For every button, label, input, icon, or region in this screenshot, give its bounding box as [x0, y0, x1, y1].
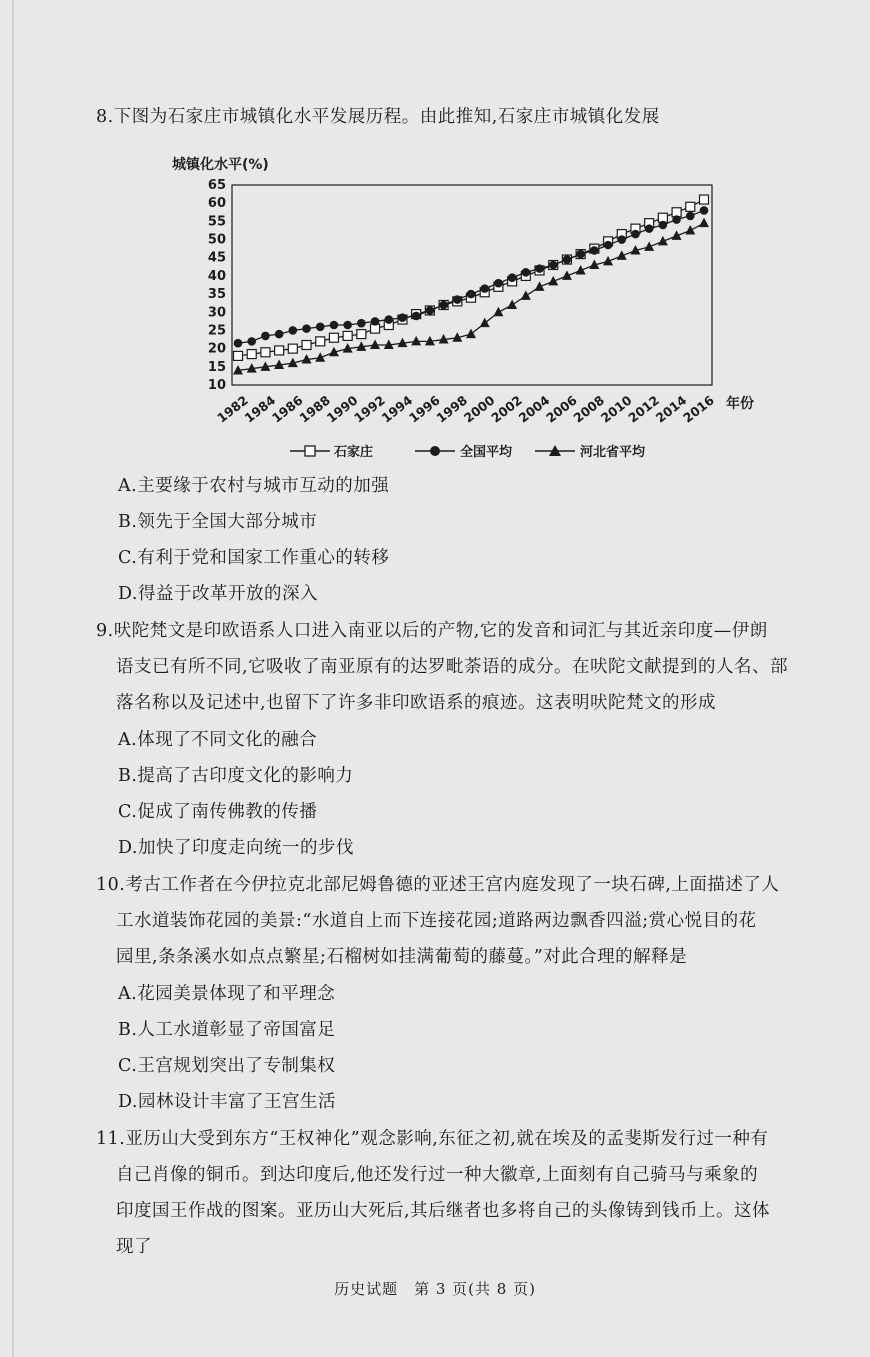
- data-point: [275, 346, 284, 355]
- data-point: [247, 337, 256, 346]
- data-point: [288, 344, 297, 353]
- y-tick-label: 30: [207, 305, 226, 321]
- q8-option-d: D.得益于改革开放的深入: [118, 584, 318, 604]
- data-point: [617, 235, 626, 244]
- q9-line-2: 语支已有所不同,它吸收了南亚原有的达罗毗荼语的成分。在吠陀文献提到的人名、部: [116, 657, 789, 677]
- data-point: [289, 326, 298, 335]
- page-fold-shadow: [12, 0, 14, 1357]
- q10-option-d: D.园林设计丰富了王宫生活: [118, 1092, 336, 1112]
- y-tick-label: 50: [207, 232, 226, 248]
- q9-option-c: C.促成了南传佛教的传播: [118, 802, 318, 822]
- data-point: [508, 273, 517, 282]
- data-point: [467, 290, 476, 299]
- data-point: [521, 290, 531, 300]
- q11-line-4: 现了: [116, 1237, 152, 1257]
- q10-line-3: 园里,条条溪水如点点繁星;石榴树如挂满葡萄的藤蔓。”对此合理的解释是: [116, 947, 688, 967]
- data-point: [275, 330, 284, 339]
- q9-option-a: A.体现了不同文化的融合: [118, 730, 318, 750]
- data-point: [343, 331, 352, 340]
- data-point: [480, 284, 489, 293]
- y-tick-label: 35: [207, 287, 226, 303]
- x-tick-label: 2016: [680, 392, 717, 426]
- data-point: [466, 329, 476, 339]
- x-tick-label: 2008: [570, 392, 608, 426]
- data-point: [631, 230, 640, 239]
- x-tick-label: 1996: [406, 392, 443, 426]
- chart-ylabel: 城镇化水平(%): [172, 157, 269, 173]
- x-tick-label: 1994: [378, 392, 416, 426]
- q9-line-3: 落名称以及记述中,也留下了许多非印欧语系的痕迹。这表明吠陀梵文的形成: [116, 693, 717, 713]
- y-tick-label: 10: [207, 378, 226, 393]
- legend-label-shijiazhuang: 石家庄: [334, 445, 374, 460]
- data-point: [507, 300, 517, 310]
- data-point: [493, 307, 503, 317]
- x-tick-label: 1988: [296, 392, 334, 426]
- data-point: [343, 321, 352, 330]
- data-point: [357, 330, 366, 339]
- q11-line-1: 11.亚历山大受到东方“王权神化”观念影响,东征之初,就在埃及的孟斐斯发行过一种有: [96, 1129, 769, 1149]
- data-point: [686, 212, 695, 221]
- data-point: [329, 333, 338, 342]
- q10-option-c: C.王宫规划突出了专制集权: [118, 1056, 336, 1076]
- data-point: [576, 250, 585, 259]
- q10-option-b: B.人工水道彰显了帝国富足: [118, 1020, 336, 1040]
- plot-frame: [232, 185, 712, 385]
- urbanization-line-chart: [160, 145, 800, 470]
- x-tick-label: 2000: [460, 392, 498, 426]
- legend-item-national: [415, 444, 513, 460]
- data-point: [563, 255, 572, 264]
- data-point: [261, 348, 270, 357]
- data-point: [234, 339, 243, 348]
- q10-line-2: 工水道装饰花园的美景:“水道自上而下连接花园;道路两边飘香四溢;赏心悦目的花: [116, 911, 757, 931]
- legend-item-shijiazhuang: [290, 444, 373, 460]
- data-point: [439, 301, 448, 310]
- data-point: [247, 350, 256, 359]
- data-point: [302, 341, 311, 350]
- data-point: [370, 340, 380, 350]
- data-point: [426, 306, 435, 315]
- x-tick-label: 1992: [351, 392, 388, 426]
- legend-item-hebei: [535, 444, 646, 460]
- y-tick-label: 15: [207, 359, 226, 375]
- data-point: [685, 225, 695, 235]
- x-tick-label: 2010: [597, 392, 635, 426]
- y-tick-label: 20: [207, 341, 226, 357]
- legend: [290, 444, 646, 460]
- q8-option-a: A.主要缘于农村与城市互动的加强: [118, 476, 390, 496]
- y-tick-label: 55: [207, 214, 226, 230]
- data-point: [659, 221, 668, 230]
- q8-option-c: C.有利于党和国家工作重心的转移: [118, 548, 390, 568]
- data-point: [411, 336, 421, 346]
- data-point: [522, 268, 531, 277]
- x-tick-label: 1990: [323, 392, 361, 426]
- data-point: [261, 332, 270, 341]
- data-point: [700, 206, 709, 215]
- data-point: [234, 351, 243, 360]
- data-point: [604, 241, 613, 250]
- data-point: [494, 279, 503, 288]
- x-tick-label: 2004: [515, 392, 553, 426]
- x-tick-label: 2002: [488, 392, 525, 426]
- data-point: [302, 324, 311, 333]
- data-point: [645, 224, 654, 233]
- data-point: [453, 295, 462, 304]
- y-tick-label: 25: [207, 323, 226, 339]
- x-tick-label: 1998: [433, 392, 471, 426]
- y-tick-label: 60: [207, 196, 226, 212]
- data-point: [316, 337, 325, 346]
- legend-label-hebei: 河北省平均: [580, 445, 646, 460]
- data-point: [412, 312, 421, 321]
- q9-option-b: B.提高了古印度文化的影响力: [118, 766, 354, 786]
- y-tick-label: 40: [207, 268, 226, 284]
- data-point: [686, 202, 695, 211]
- q10-line-1: 10.考古工作者在今伊拉克北部尼姆鲁德的亚述王宫内庭发现了一块石碑,上面描述了人: [96, 875, 780, 895]
- x-tick-label: 2006: [543, 392, 580, 426]
- chart-xlabel: 年份: [726, 396, 754, 412]
- legend-label-national: 全国平均: [460, 445, 513, 460]
- x-tick-label: 1982: [214, 392, 251, 426]
- data-point: [371, 317, 380, 326]
- x-tick-label: 1984: [241, 392, 279, 426]
- data-point: [316, 323, 325, 332]
- data-point: [700, 195, 709, 204]
- data-point: [549, 261, 558, 270]
- q8-option-b: B.领先于全国大部分城市: [118, 512, 318, 532]
- q9-option-d: D.加快了印度走向统一的步伐: [118, 838, 354, 858]
- y-tick-label: 45: [207, 250, 226, 266]
- q10-option-a: A.花园美景体现了和平理念: [118, 984, 336, 1004]
- q9-line-1: 9.吠陀梵文是印欧语系人口进入南亚以后的产物,它的发音和词汇与其近亲印度—伊朗: [96, 621, 768, 641]
- data-point: [480, 318, 490, 328]
- q8-stem: 8.下图为石家庄市城镇化水平发展历程。由此推知,石家庄市城镇化发展: [96, 107, 660, 127]
- data-point: [398, 313, 407, 322]
- data-point: [384, 315, 393, 324]
- x-tick-label: 2014: [652, 392, 690, 426]
- x-tick-label: 2012: [625, 392, 662, 426]
- data-point: [535, 264, 544, 273]
- y-tick-label: 65: [207, 178, 226, 193]
- data-point: [590, 246, 599, 255]
- page-footer: 历史试题 第 3 页(共 8 页): [334, 1280, 536, 1298]
- data-point: [357, 319, 366, 328]
- x-tick-label: 1986: [268, 392, 306, 426]
- q11-line-2: 自己肖像的铜币。到达印度后,他还发行过一种大徽章,上面刻有自己骑马与乘象的: [116, 1165, 759, 1185]
- data-point: [699, 218, 709, 228]
- data-point: [330, 321, 339, 330]
- q11-line-3: 印度国王作战的图案。亚历山大死后,其后继者也多将自己的头像铸到钱币上。这体: [116, 1201, 771, 1221]
- data-point: [672, 215, 681, 224]
